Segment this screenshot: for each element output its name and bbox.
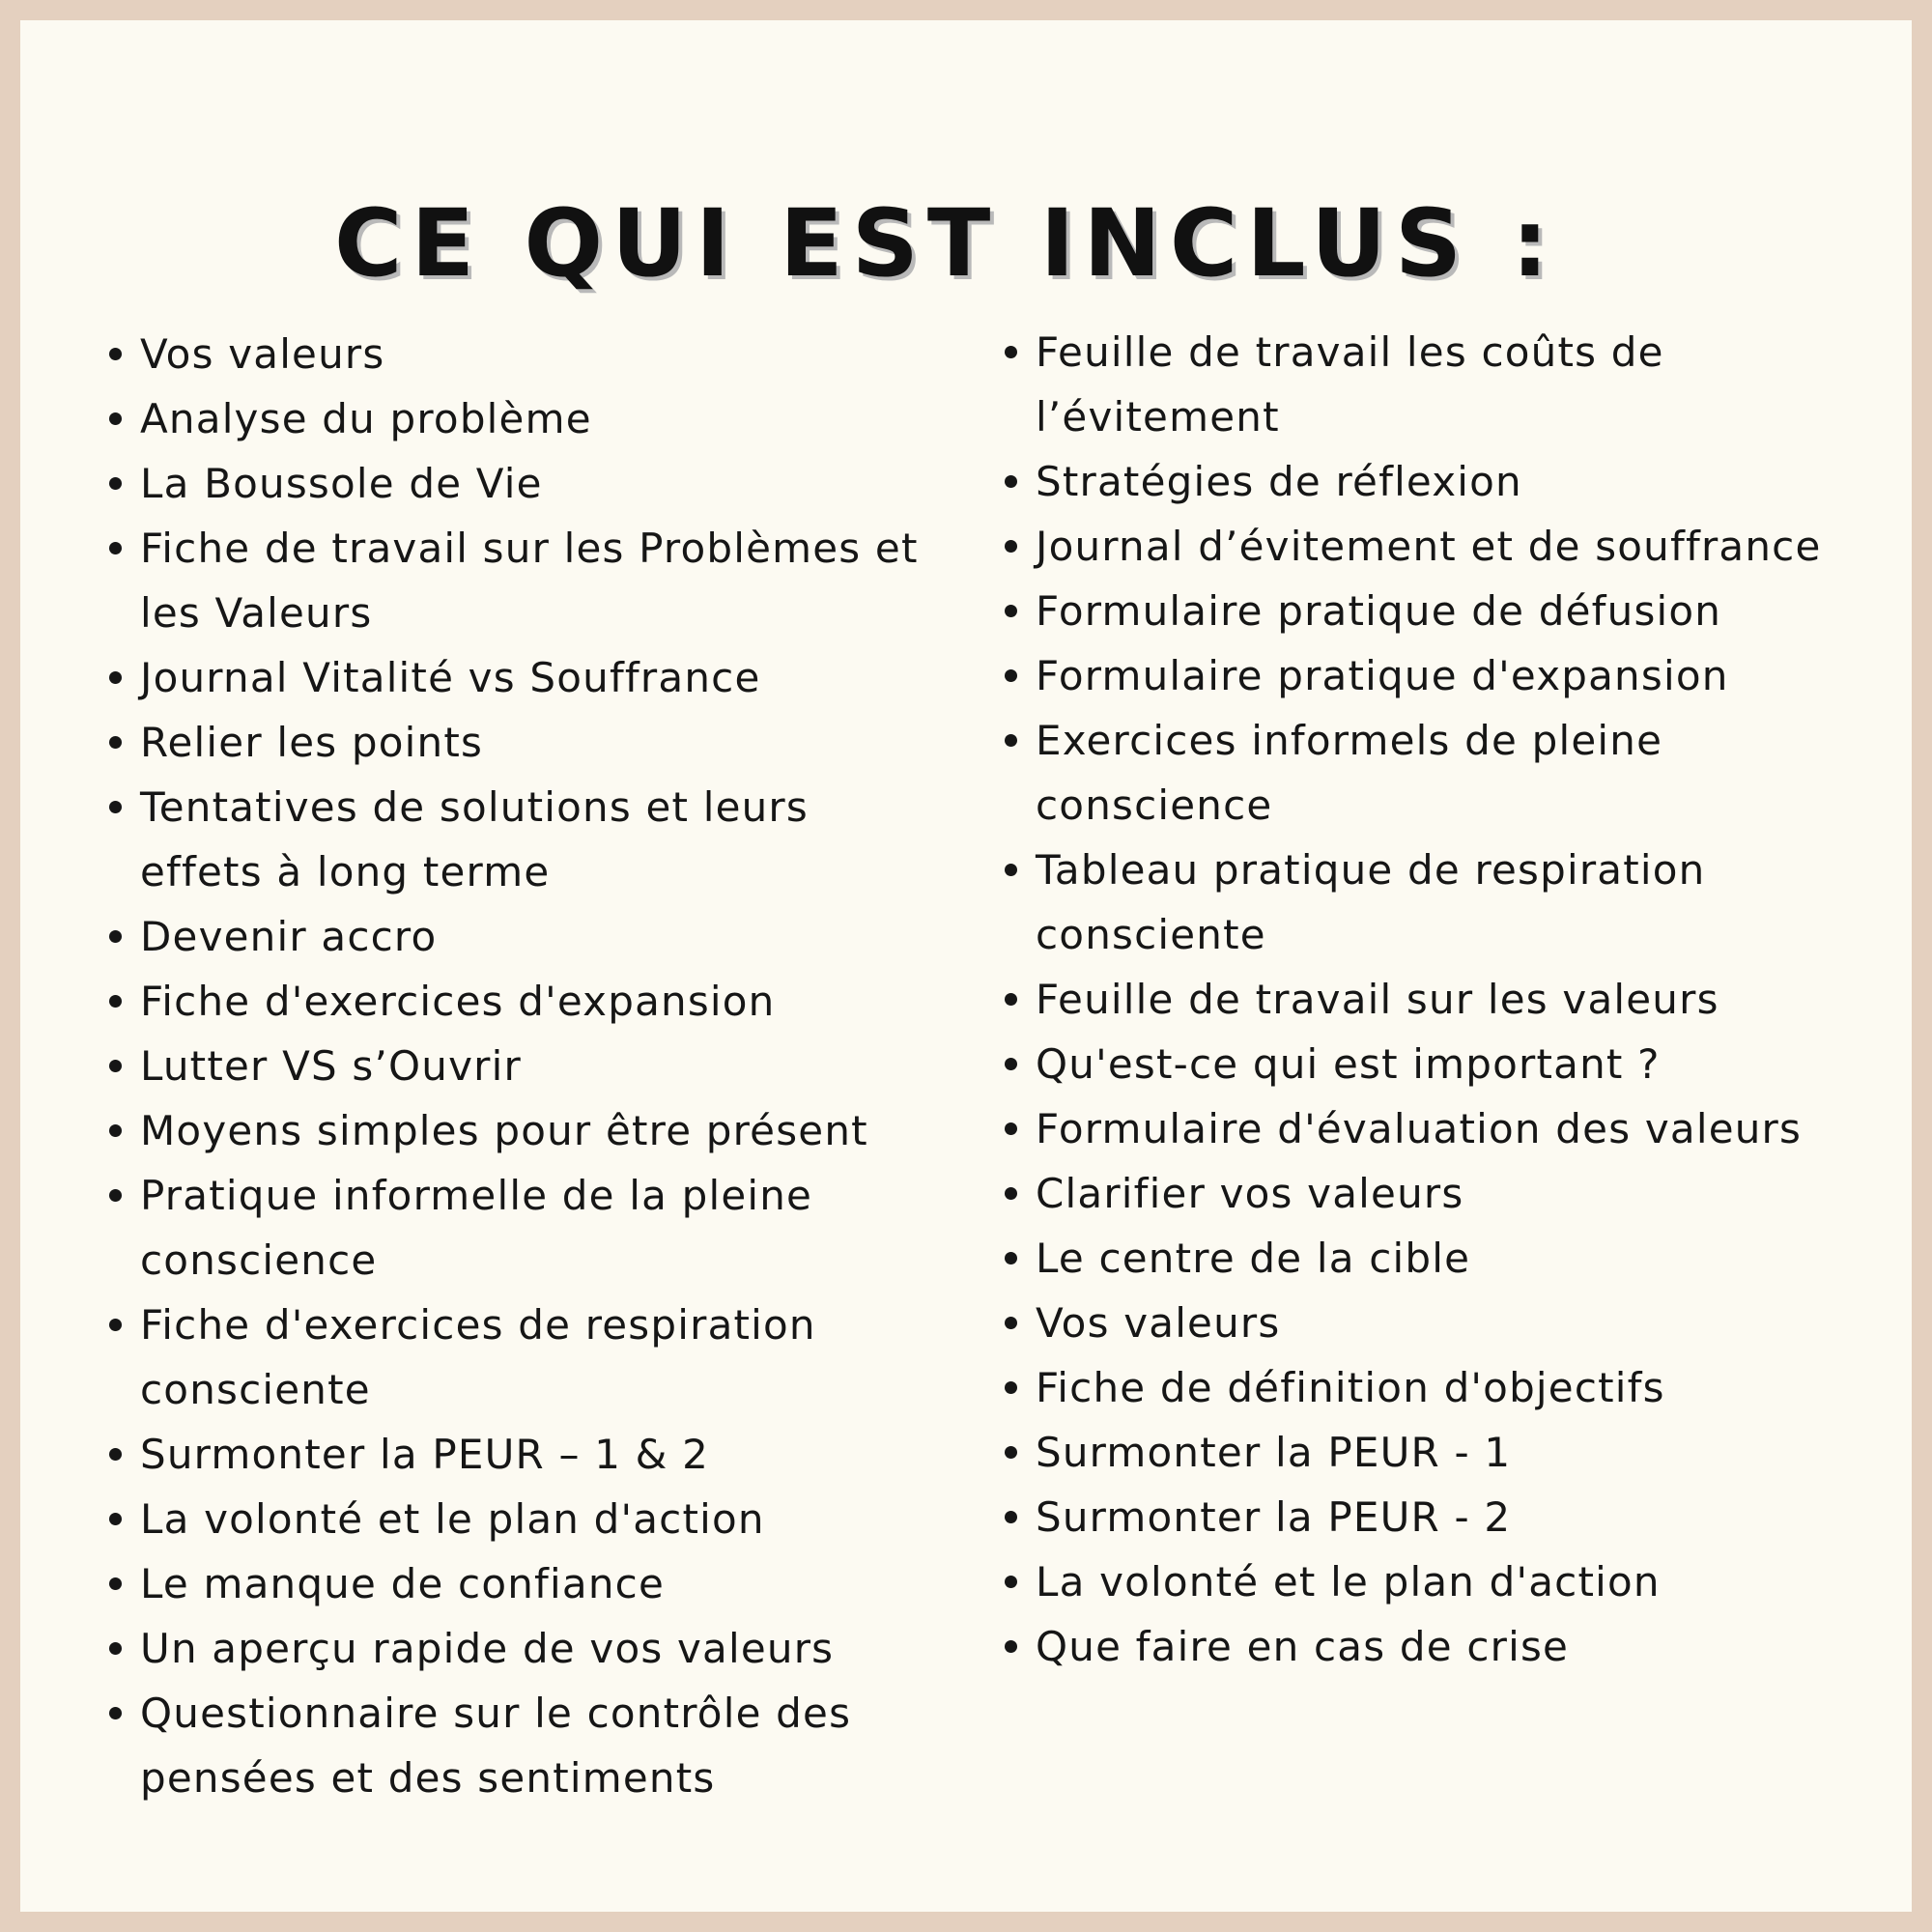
list-item [1036, 1485, 1837, 1549]
list-item [1036, 1355, 1837, 1420]
list-item [140, 1487, 932, 1551]
list-item [140, 386, 932, 451]
list-item [140, 1681, 932, 1810]
list-item [1036, 320, 1837, 449]
bullet-icon [109, 1189, 122, 1202]
list-item [140, 775, 932, 904]
bullet-icon [1005, 669, 1017, 682]
list-item-label: Que faire en cas de crise [1036, 1623, 1570, 1670]
bullet-icon [1005, 864, 1017, 876]
included-list-left [140, 322, 932, 1810]
list-item [140, 904, 932, 969]
bullet-icon [109, 1707, 122, 1719]
list-item [140, 969, 932, 1034]
bullet-icon [1005, 1511, 1017, 1523]
list-item-label: Devenir accro [140, 913, 438, 960]
list-item-label: Formulaire pratique d'expansion [1036, 652, 1729, 699]
list-item-label: La volonté et le plan d'action [1036, 1558, 1661, 1605]
bullet-icon [1005, 605, 1017, 617]
list-item [140, 1034, 932, 1098]
list-item [1036, 1226, 1837, 1291]
list-item [1036, 1549, 1837, 1614]
list-item-label: Lutter VS s’Ouvrir [140, 1042, 522, 1090]
bullet-icon [1005, 540, 1017, 553]
list-item [1036, 514, 1837, 579]
included-list-right [1036, 320, 1837, 1679]
list-item [140, 1098, 932, 1163]
list-item [1036, 579, 1837, 643]
bullet-icon [1005, 1058, 1017, 1070]
list-item-label: Feuille de travail les coûts de l’évitement [1036, 328, 1664, 440]
bullet-icon [1005, 734, 1017, 747]
list-item-label: Le centre de la cible [1036, 1235, 1471, 1282]
bullet-icon [1005, 1187, 1017, 1200]
list-item-label: Tableau pratique de respiration consciente [1036, 846, 1706, 958]
list-item [1036, 1291, 1837, 1355]
list-item [1036, 1096, 1837, 1161]
bullet-icon [1005, 993, 1017, 1006]
bullet-icon [1005, 346, 1017, 358]
bullet-icon [1005, 1252, 1017, 1264]
list-item-label: La volonté et le plan d'action [140, 1495, 765, 1543]
bullet-icon [1005, 1381, 1017, 1394]
list-item [1036, 838, 1837, 967]
page-title: CE QUI EST INCLUS : [334, 189, 1557, 298]
list-item-label: Journal d’évitement et de souffrance [1036, 523, 1822, 570]
list-item-label: Moyens simples pour être présent [140, 1107, 868, 1154]
list-item-label: Formulaire pratique de défusion [1036, 587, 1722, 635]
bullet-icon [109, 348, 122, 360]
list-item-label: Pratique informelle de la pleine conscience [140, 1172, 813, 1284]
list-item-label: Fiche d'exercices de respiration consciente [140, 1301, 816, 1413]
list-item-label: Exercices informels de pleine conscience [1036, 717, 1663, 829]
list-item-label: Surmonter la PEUR – 1 & 2 [140, 1431, 710, 1478]
bullet-icon [109, 1319, 122, 1331]
bullet-icon [109, 1577, 122, 1590]
list-item-label: Surmonter la PEUR - 1 [1036, 1429, 1512, 1476]
list-item-label: Formulaire d'évaluation des valeurs [1036, 1105, 1803, 1152]
bullet-icon [1005, 1122, 1017, 1135]
list-item-label: Fiche d'exercices d'expansion [140, 978, 776, 1025]
bullet-icon [1005, 1446, 1017, 1459]
list-item-label: Le manque de confiance [140, 1560, 665, 1607]
bullet-icon [109, 412, 122, 425]
list-item-label: Stratégies de réflexion [1036, 458, 1522, 505]
list-item [1036, 1614, 1837, 1679]
bullet-icon [109, 671, 122, 684]
list-item-label: Analyse du problème [140, 395, 592, 442]
list-item-label: Surmonter la PEUR - 2 [1036, 1493, 1512, 1541]
list-item-label: Feuille de travail sur les valeurs [1036, 976, 1719, 1023]
list-item-label: La Boussole de Vie [140, 460, 543, 507]
bullet-icon [109, 1642, 122, 1655]
bullet-icon [109, 1513, 122, 1525]
bullet-icon [1005, 1640, 1017, 1653]
list-item [140, 1551, 932, 1616]
bullet-icon [109, 1060, 122, 1072]
list-item [1036, 1420, 1837, 1485]
bullet-icon [109, 801, 122, 813]
list-item-label: Tentatives de solutions et leurs effets à long terme [140, 783, 809, 895]
list-item [140, 1293, 932, 1422]
bullet-icon [1005, 1317, 1017, 1329]
list-item-label: Vos valeurs [1036, 1299, 1281, 1347]
list-item-label: Fiche de travail sur les Problèmes et les Valeurs [140, 525, 919, 637]
list-item-label: Un aperçu rapide de vos valeurs [140, 1625, 835, 1672]
list-item [140, 645, 932, 710]
list-item [1036, 643, 1837, 708]
list-item [1036, 967, 1837, 1032]
list-item [140, 1616, 932, 1681]
list-item-label: Journal Vitalité vs Souffrance [140, 654, 761, 701]
bullet-icon [109, 477, 122, 490]
list-item [140, 710, 932, 775]
list-item [140, 1163, 932, 1293]
list-item [1036, 449, 1837, 514]
list-item [140, 451, 932, 516]
list-item [140, 516, 932, 645]
bullet-icon [1005, 475, 1017, 488]
bullet-icon [109, 995, 122, 1008]
list-item [1036, 1032, 1837, 1096]
list-item-label: Clarifier vos valeurs [1036, 1170, 1464, 1217]
list-item [140, 1422, 932, 1487]
bullet-icon [109, 1448, 122, 1461]
bullet-icon [109, 542, 122, 554]
bullet-icon [109, 736, 122, 749]
bullet-icon [109, 930, 122, 943]
list-item [1036, 1161, 1837, 1226]
list-item-label: Qu'est-ce qui est important ? [1036, 1040, 1661, 1088]
list-item-label: Questionnaire sur le contrôle des pensées et des sentiments [140, 1690, 852, 1802]
list-item [1036, 708, 1837, 838]
list-item [140, 322, 932, 386]
list-item-label: Relier les points [140, 719, 484, 766]
bullet-icon [1005, 1576, 1017, 1588]
list-item-label: Fiche de définition d'objectifs [1036, 1364, 1665, 1411]
list-item-label: Vos valeurs [140, 330, 385, 378]
bullet-icon [109, 1124, 122, 1137]
